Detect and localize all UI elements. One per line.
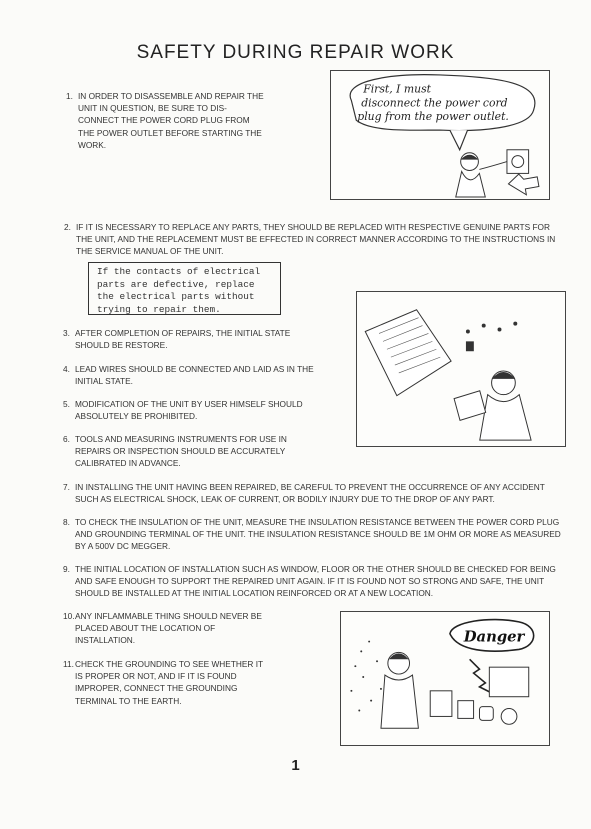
- item-number: 8.: [63, 517, 70, 527]
- safety-item-8: [63, 516, 565, 553]
- item-text: IN ORDER TO DISASSEMBLE AND REPAIR THE UNIT IN QUESTION, BE SURE TO DIS- CONNECT THE POWER CORD PLUG FROM THE POWER OUTLET BEFORE STARTING THE WORK.: [78, 91, 264, 150]
- page-title: SAFETY DURING REPAIR WORK: [136, 42, 455, 63]
- item-number: 6.: [63, 434, 70, 444]
- safety-item-2: [64, 221, 566, 258]
- technician-unplugging-image: [331, 71, 549, 199]
- item-text: MODIFICATION OF THE UNIT BY USER HIMSELF SHOULD ABSOLUTELY BE PROHIBITED.: [75, 399, 303, 422]
- safety-item-1: [66, 90, 268, 151]
- item-number: 2.: [64, 222, 71, 232]
- item-number: 11.: [63, 659, 74, 669]
- safety-item-4: [63, 363, 315, 387]
- safety-item-10: [63, 610, 265, 647]
- danger-label: Danger: [463, 628, 525, 646]
- safety-item-7: [63, 481, 565, 505]
- item-number: 5.: [63, 399, 70, 409]
- item-text: THE INITIAL LOCATION OF INSTALLATION SUCH AS WINDOW, FLOOR OR THE OTHER SHOULD BE CHECKED FOR BEING AND SAFE ENOUGH TO SUPPORT THE REPAIRED UNIT AGAIN. IF IT IS FOUND NOT SO STRONG AND SAFE, THE UNIT SHOULD BE INSTALLED AT THE INITIAL LOCATION REINFORCED OR AT A NEW LOCATION.: [75, 564, 556, 599]
- page-number: 1: [291, 757, 300, 774]
- safety-item-9: [63, 563, 565, 600]
- item-text: IN INSTALLING THE UNIT HAVING BEEN REPAIRED, BE CAREFUL TO PREVENT THE OCCURRENCE OF ANY ACCIDENT SUCH AS ELECTRICAL SHOCK, LEAK OF CURRENT, OR BODILY INJURY DUE TO THE DROP OF ANY PART.: [75, 482, 545, 505]
- danger-illustration: [340, 611, 550, 746]
- safety-item-3: [63, 327, 315, 351]
- item-number: 1.: [66, 91, 73, 101]
- item-number: 3.: [63, 328, 70, 338]
- item-number: 9.: [63, 564, 70, 574]
- service-manual-illustration: [356, 291, 566, 447]
- technician-reading-manual-image: [357, 292, 565, 446]
- item-number: 4.: [63, 364, 70, 374]
- inflammable-danger-image: [341, 612, 549, 745]
- item-number: 7.: [63, 482, 70, 492]
- speech-line-2: disconnect the power cord: [361, 96, 508, 110]
- item-text: TO CHECK THE INSULATION OF THE UNIT, MEASURE THE INSULATION RESISTANCE BETWEEN THE POWER CORD PLUG AND GROUNDING TERMINAL OF THE UNIT. THE INSULATION RESISTANCE SHOULD BE 1M OHM OR MORE AS MEASURED BY A 500V DC MEGGER.: [75, 517, 561, 552]
- speech-line-3: plug from the power outlet.: [357, 110, 509, 124]
- speech-line-1: First, I must: [363, 82, 432, 96]
- item-text: AFTER COMPLETION OF REPAIRS, THE INITIAL STATE SHOULD BE RESTORE.: [75, 328, 291, 351]
- disconnect-plug-illustration: [330, 70, 550, 200]
- item-text: LEAD WIRES SHOULD BE CONNECTED AND LAID AS IN THE INITIAL STATE.: [75, 364, 314, 387]
- safety-item-5: [63, 398, 315, 422]
- item-text: CHECK THE GROUNDING TO SEE WHETHER IT IS PROPER OR NOT, AND IF IT IS FOUND IMPROPER, CONNECT THE GROUNDING TERMINAL TO THE EARTH.: [75, 659, 263, 706]
- safety-item-6: [63, 433, 315, 470]
- item-text: IF IT IS NECESSARY TO REPLACE ANY PARTS, THEY SHOULD BE REPLACED WITH RESPECTIVE GENUINE PARTS FOR THE UNIT, AND THE REPLACEMENT MUST BE EFFECTED IN CORRECT MANNER ACCORDING TO THE INSTRUCTIONS IN THE SERVICE MANUAL OF THE UNIT.: [76, 222, 556, 257]
- safety-item-11: [63, 658, 265, 707]
- item-number: 10.: [63, 611, 75, 621]
- item-text: TOOLS AND MEASURING INSTRUMENTS FOR USE IN REPAIRS OR INSPECTION SHOULD BE ACCURATELY CALIBRATED IN ADVANCE.: [75, 434, 287, 469]
- repair-note-box: If the contacts of electrical parts are defective, replace the electrical parts without trying to repair them.: [88, 262, 281, 315]
- item-text: ANY INFLAMMABLE THING SHOULD NEVER BE PLACED ABOUT THE LOCATION OF INSTALLATION.: [75, 611, 262, 646]
